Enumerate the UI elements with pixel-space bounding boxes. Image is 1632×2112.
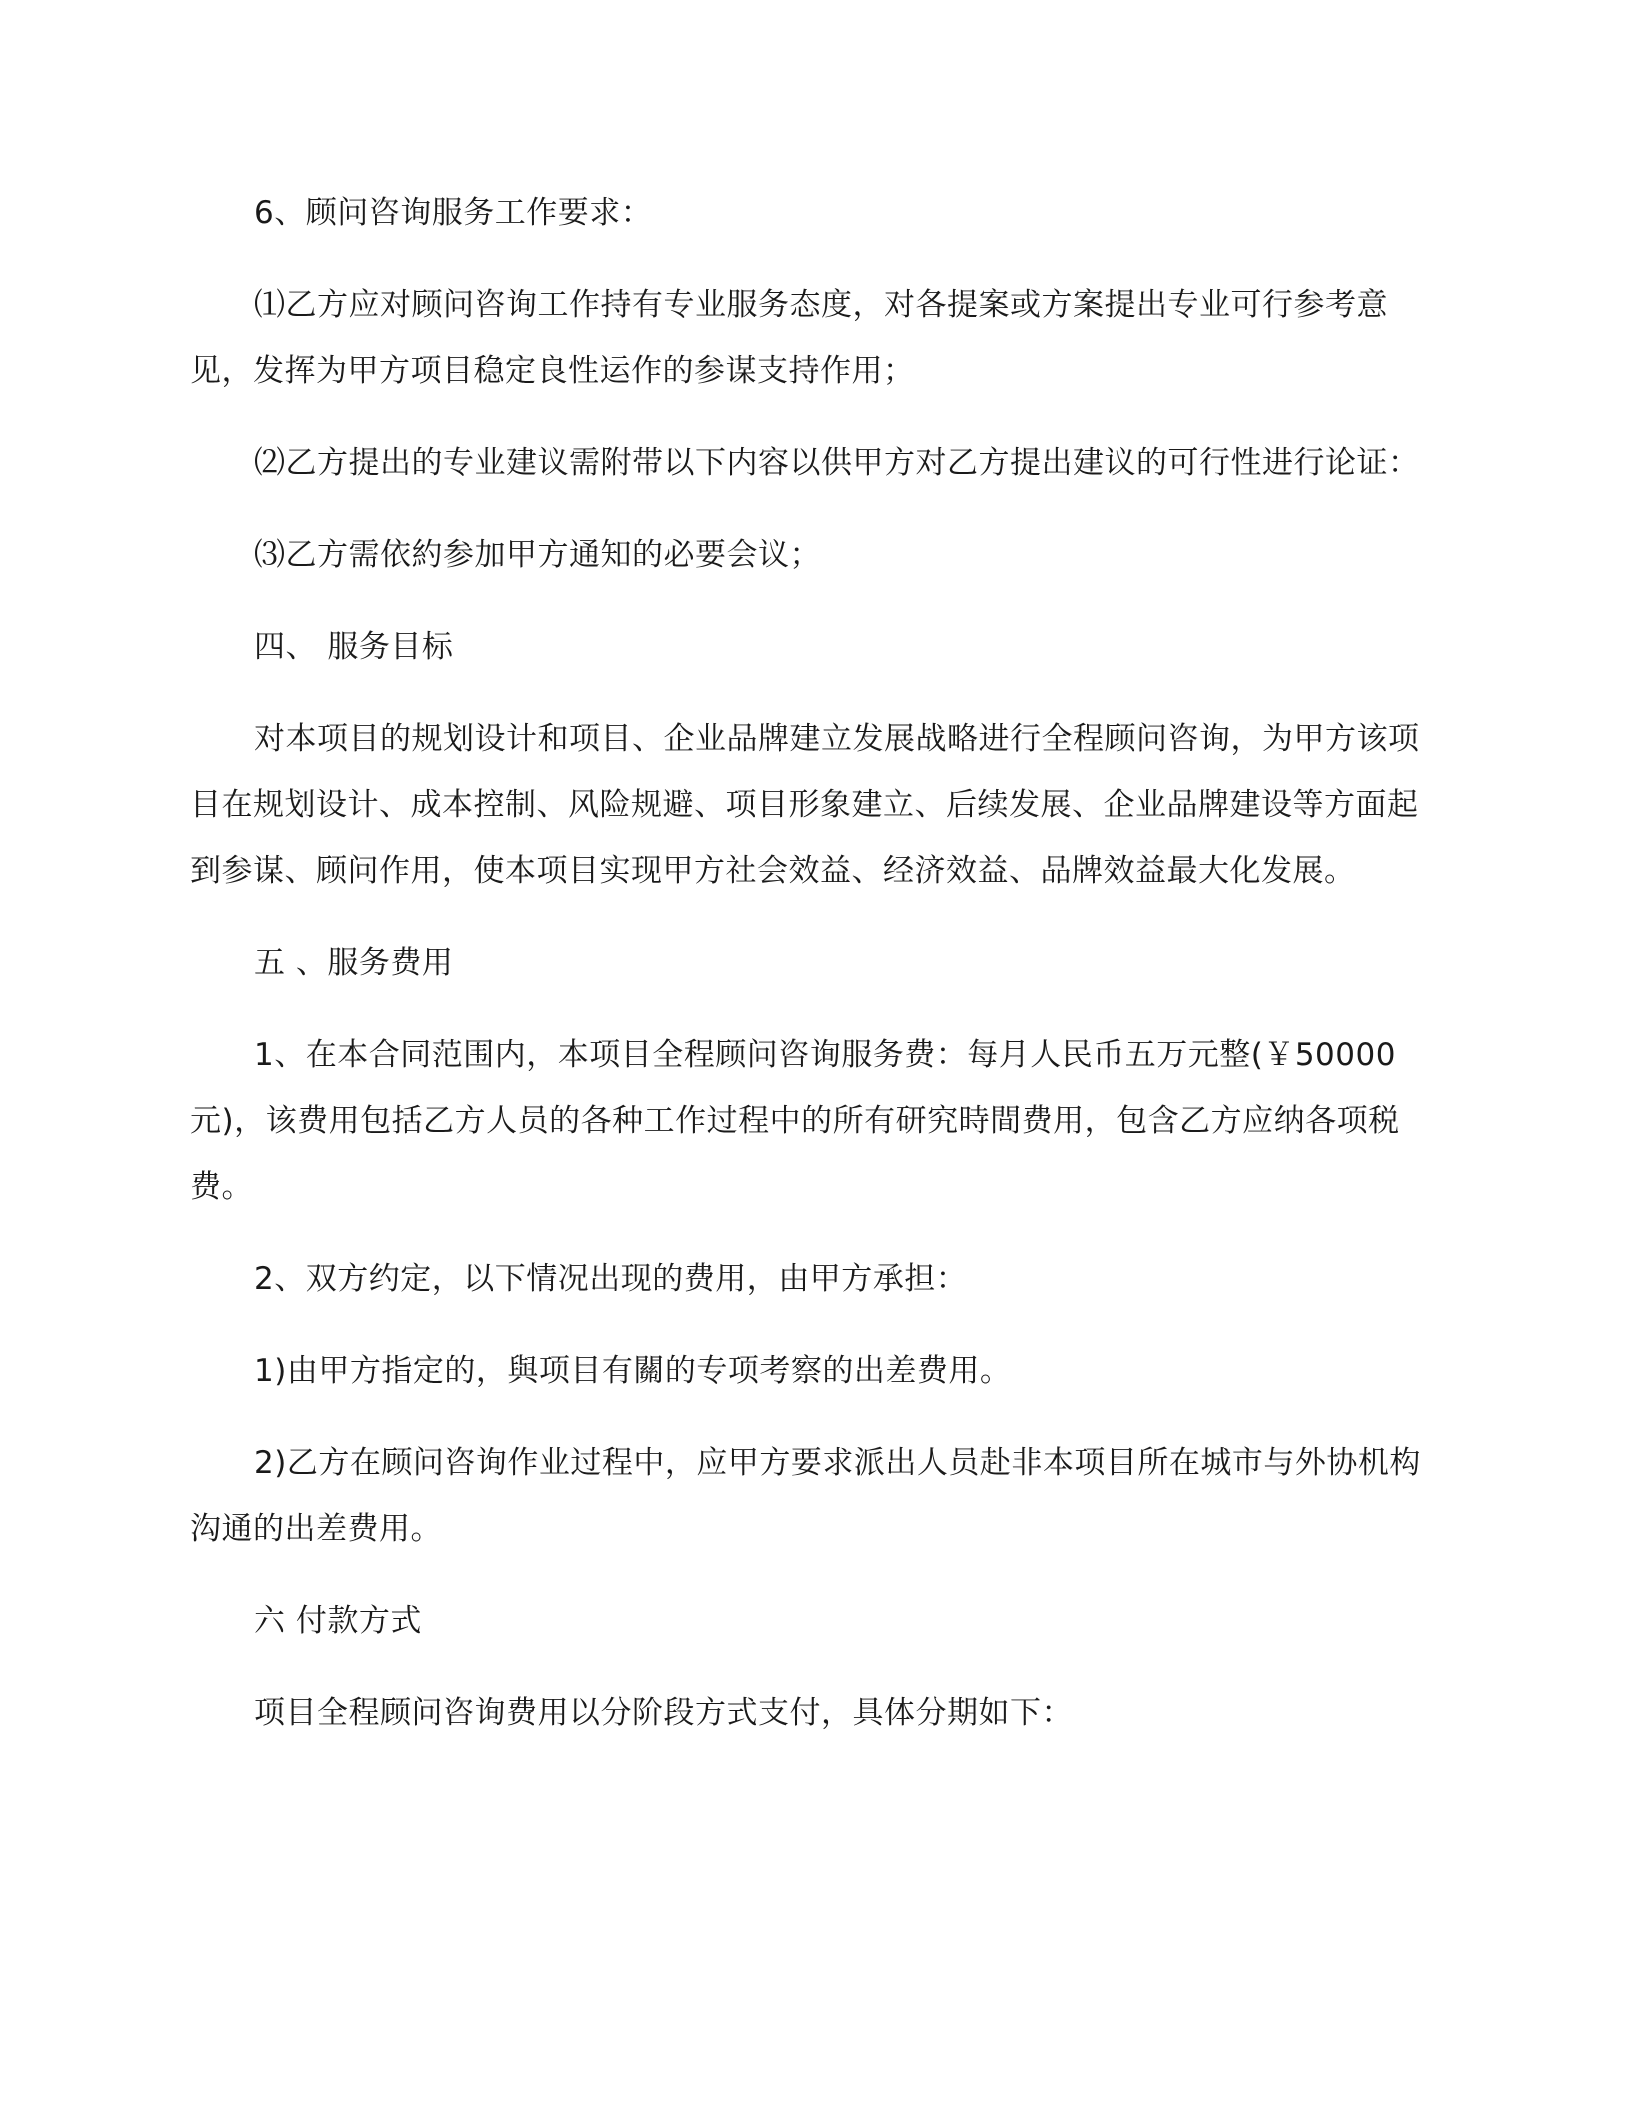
clause-6-item-2: ⑵乙方提出的专业建议需附带以下内容以供甲方对乙方提出建议的可行性进行论证：: [254, 445, 1420, 481]
clause-6-heading: 6、顾问咨询服务工作要求：: [254, 195, 653, 231]
clause-6-item-3: ⑶乙方需依約参加甲方通知的必要会议；: [254, 537, 821, 573]
section-4-heading: 四、 服务目标: [254, 629, 454, 665]
section-5-heading: 五 、服务费用: [254, 945, 454, 981]
service-goal-paragraph: 对本项目的规划设计和项目、企业品牌建立发展战略进行全程顾问咨询，为甲方该项目在规划设计、成本控制、风险规避、项目形象建立、后续发展、企业品牌建设等方面起到参谋、顾问作用，使本项目实现甲方社会效益、经济效益、品牌效益最大化发展。: [190, 721, 1420, 889]
fee-clause-1: 1、在本合同范围内，本项目全程顾问咨询服务费：每月人民币五万元整(￥50000元)，该费用包括乙方人员的各种工作过程中的所有研究時間费用，包含乙方应纳各项税费。: [190, 1037, 1400, 1205]
fee-clause-2-item-2: 2)乙方在顾问咨询作业过程中，应甲方要求派出人员赴非本项目所在城市与外协机构沟通的出差费用。: [190, 1445, 1421, 1547]
fee-clause-2-item-1: 1)由甲方指定的，與项目有關的专项考察的出差费用。: [254, 1353, 1012, 1389]
fee-clause-2: 2、双方约定，以下情况出现的费用，由甲方承担：: [254, 1261, 968, 1297]
clause-6-item-1: ⑴乙方应对顾问咨询工作持有专业服务态度，对各提案或方案提出专业可行参考意见，发挥为甲方项目稳定良性运作的参谋支持作用；: [190, 287, 1388, 389]
payment-intro: 项目全程顾问咨询费用以分阶段方式支付，具体分期如下：: [254, 1695, 1073, 1731]
section-6-heading: 六 付款方式: [254, 1603, 422, 1639]
